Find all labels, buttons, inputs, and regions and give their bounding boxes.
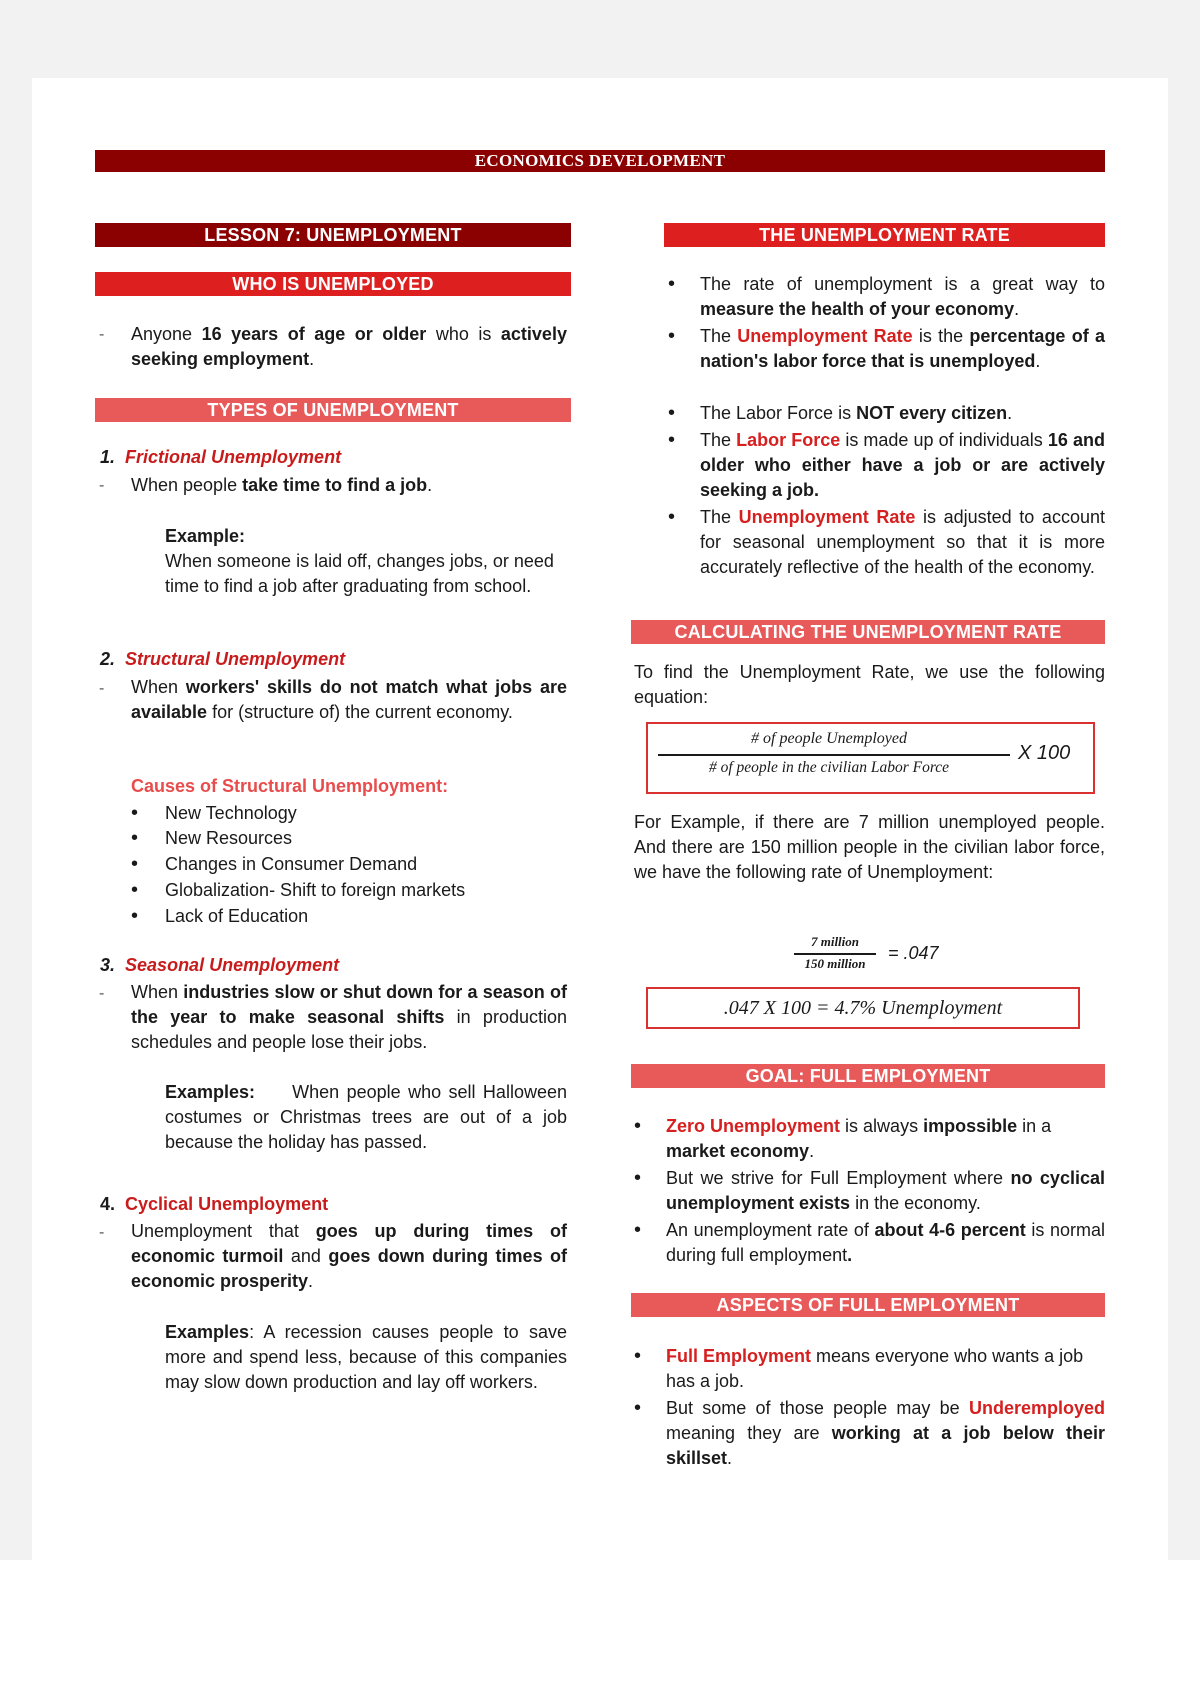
bullet-dot: • bbox=[668, 402, 676, 424]
page-margin-right bbox=[1168, 0, 1200, 1560]
bullet-dot: • bbox=[131, 905, 139, 927]
bullet-dot: • bbox=[131, 853, 139, 875]
aspects-bullet-2: But some of those people may be Underemployed meaning they are working at a job below their skillset. bbox=[666, 1398, 1105, 1468]
bullet-dot: • bbox=[634, 1345, 642, 1367]
rate-bullet-3: The Labor Force is NOT every citizen. bbox=[700, 403, 1013, 423]
bullet-dash: - bbox=[99, 680, 105, 697]
bullet-dash: - bbox=[99, 985, 105, 1002]
page-background bbox=[0, 0, 1200, 78]
goal-bullet-1: Zero Unemployment is always impossible in a market economy. bbox=[666, 1116, 1052, 1161]
bullet-dot: • bbox=[131, 827, 139, 849]
formula-numerator: # of people Unemployed bbox=[751, 730, 907, 747]
rate-bullet-2: The Unemployment Rate is the percentage of a nation's labor force that is unemployed. bbox=[700, 326, 1105, 371]
bullet-dot: • bbox=[131, 879, 139, 901]
document-title-banner: ECONOMICS DEVELOPMENT bbox=[95, 150, 1105, 172]
bullet-dash: - bbox=[99, 1224, 105, 1241]
cyclical-example: Examples: A recession causes people to save more and spend less, because of this companies may slow down production and lay off workers. bbox=[165, 1322, 567, 1392]
formula-multiplier: X 100 bbox=[1018, 742, 1071, 764]
bullet-dot: • bbox=[668, 325, 676, 347]
example-numerator: 7 million bbox=[810, 934, 860, 949]
bullet-dot: • bbox=[634, 1397, 642, 1419]
bullet-dot: • bbox=[668, 429, 676, 451]
bullet-dash: - bbox=[99, 326, 105, 343]
rate-bullet-4: The Labor Force is made up of individuals 16 and older who either have a job or are actively seeking a job. bbox=[700, 430, 1105, 500]
example-result: = .047 bbox=[888, 943, 939, 963]
bullet-dot: • bbox=[131, 802, 139, 824]
frictional-desc: When people take time to find a job. bbox=[131, 475, 433, 495]
page-margin-left bbox=[0, 0, 32, 1560]
structural-title: 2. Structural Unemployment bbox=[100, 649, 346, 669]
formula-box bbox=[646, 722, 1095, 794]
formula-denominator: # of people in the civilian Labor Force bbox=[708, 759, 950, 776]
aspects-header: ASPECTS OF FULL EMPLOYMENT bbox=[631, 1293, 1105, 1317]
cause-item: Changes in Consumer Demand bbox=[165, 854, 418, 874]
who-unemployed-text: Anyone 16 years of age or older who is actively seeking employment. bbox=[131, 324, 567, 369]
bullet-dot: • bbox=[634, 1167, 642, 1189]
types-header: TYPES OF UNEMPLOYMENT bbox=[95, 398, 571, 422]
example-denominator: 150 million bbox=[804, 956, 866, 971]
goal-bullet-2: But we strive for Full Employment where no cyclical unemployment exists in the economy. bbox=[666, 1168, 1105, 1213]
bullet-dot: • bbox=[634, 1115, 642, 1137]
cause-item: New Technology bbox=[165, 803, 297, 823]
seasonal-desc: When industries slow or shut down for a season of the year to make seasonal shifts in production schedules and people lose their jobs. bbox=[131, 982, 567, 1052]
example-fraction bbox=[790, 934, 880, 980]
bullet-dot: • bbox=[668, 506, 676, 528]
rate-bullet-5: The Unemployment Rate is adjusted to account for seasonal unemployment so that it is more accurately reflective of the health of the economy. bbox=[700, 507, 1105, 577]
cause-item: Globalization- Shift to foreign markets bbox=[165, 880, 466, 900]
goal-header: GOAL: FULL EMPLOYMENT bbox=[631, 1064, 1105, 1088]
frictional-example-label: Example: bbox=[165, 526, 246, 546]
bullet-dot: • bbox=[634, 1219, 642, 1241]
frictional-example-text: When someone is laid off, changes jobs, or need time to find a job after graduating from school. bbox=[165, 551, 554, 596]
calc-example: For Example, if there are 7 million unemployed people. And there are 150 million people in the civilian labor force, we have the following rate of Unemployment: bbox=[634, 812, 1105, 882]
result-box: .047 X 100 = 4.7% Unemployment bbox=[646, 987, 1080, 1029]
cause-item: Lack of Education bbox=[165, 906, 309, 926]
fraction-bar bbox=[658, 754, 1010, 756]
unemployment-rate-header: THE UNEMPLOYMENT RATE bbox=[664, 223, 1105, 247]
calculating-header: CALCULATING THE UNEMPLOYMENT RATE bbox=[631, 620, 1105, 644]
cyclical-desc: Unemployment that goes up during times of economic turmoil and goes down during times of economic prosperity. bbox=[131, 1221, 567, 1291]
rate-bullet-1: The rate of unemployment is a great way to measure the health of your economy. bbox=[700, 274, 1105, 319]
lesson-title: LESSON 7: UNEMPLOYMENT bbox=[95, 223, 571, 247]
bullet-dash: - bbox=[99, 477, 105, 494]
structural-causes-title: Causes of Structural Unemployment: bbox=[131, 776, 449, 796]
seasonal-example: Examples: When people who sell Halloween costumes or Christmas trees are out of a job because the holiday has passed. bbox=[165, 1082, 567, 1152]
cyclical-title: 4. Cyclical Unemployment bbox=[100, 1194, 329, 1214]
fraction-bar bbox=[794, 953, 876, 955]
structural-desc: When workers' skills do not match what jobs are available for (structure of) the current economy. bbox=[131, 677, 567, 722]
aspects-bullet-1: Full Employment means everyone who wants a job has a job. bbox=[666, 1346, 1084, 1391]
goal-bullet-3: An unemployment rate of about 4-6 percent is normal during full employment. bbox=[666, 1220, 1105, 1265]
seasonal-title: 3. Seasonal Unemployment bbox=[100, 955, 340, 975]
calc-intro: To find the Unemployment Rate, we use the following equation: bbox=[634, 662, 1105, 707]
who-unemployed-header: WHO IS UNEMPLOYED bbox=[95, 272, 571, 296]
bullet-dot: • bbox=[668, 273, 676, 295]
frictional-title: 1. Frictional Unemployment bbox=[100, 447, 342, 467]
cause-item: New Resources bbox=[165, 828, 293, 848]
